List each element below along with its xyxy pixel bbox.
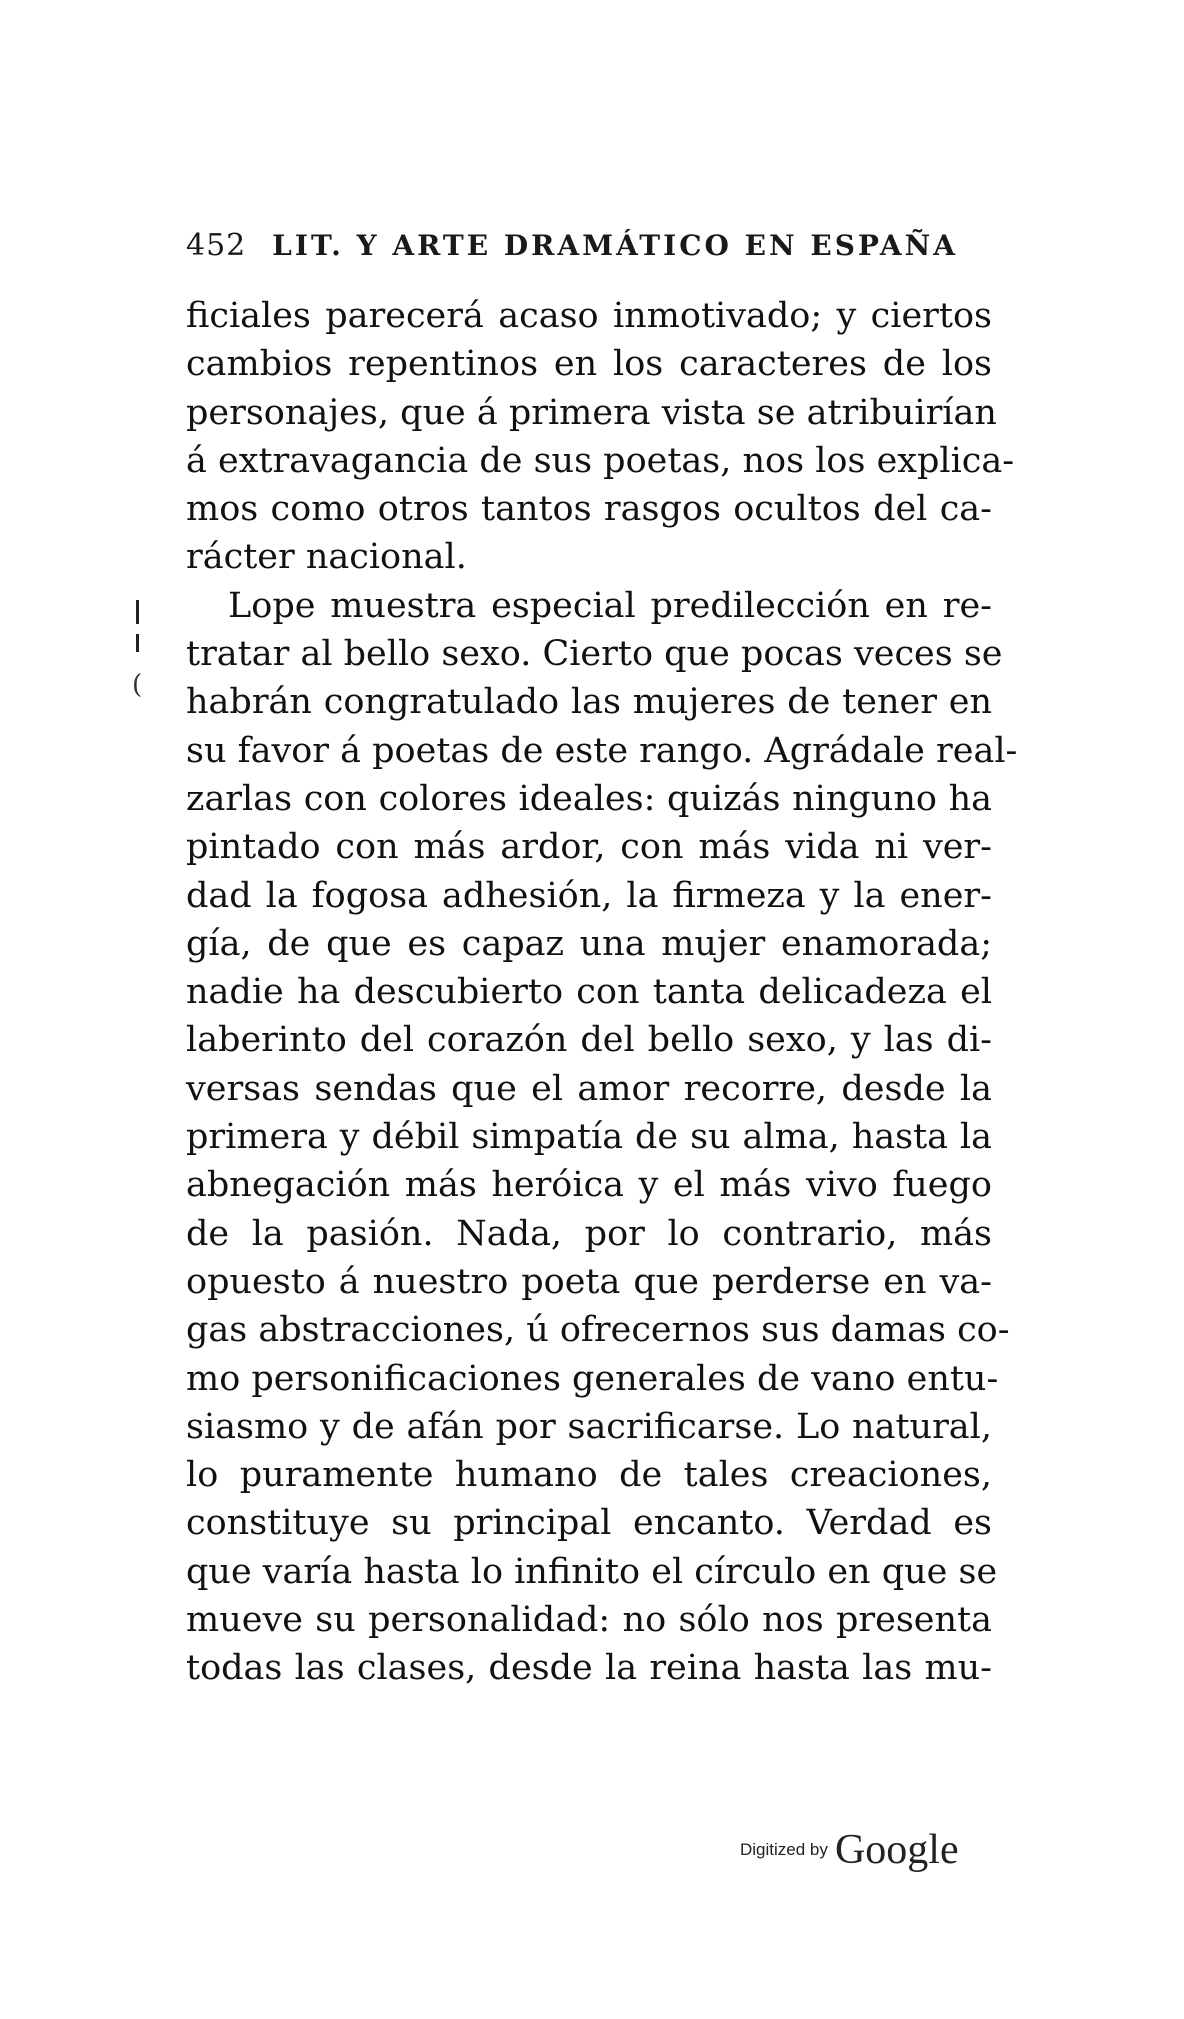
text-line: á extravagancia de sus poetas, nos los explica- xyxy=(186,440,1015,481)
text-line: mueve su personalidad: no sólo nos presenta xyxy=(186,1600,992,1641)
running-head xyxy=(186,228,1006,263)
text-line: todas las clases, desde la reina hasta las mu- xyxy=(186,1648,992,1689)
text-line: nadie ha descubierto con tanta delicadeza el xyxy=(186,972,992,1013)
text-line: opuesto á nuestro poeta que perderse en va- xyxy=(186,1261,992,1302)
margin-bar-mark xyxy=(136,600,139,624)
text-line: tratar al bello sexo. Cierto que pocas veces se xyxy=(186,634,1003,675)
text-line: su favor á poetas de este rango. Agrádale real- xyxy=(186,730,1018,771)
google-logo: Google xyxy=(834,1827,959,1873)
text-line: cambios repentinos en los caracteres de los xyxy=(186,344,992,385)
running-title: LIT. Y ARTE DRAMÁTICO EN ESPAÑA xyxy=(272,229,958,262)
text-line: siasmo y de afán por sacrificarse. Lo natural, xyxy=(186,1406,992,1447)
margin-marks xyxy=(130,598,148,708)
body-text xyxy=(186,292,1018,1693)
text-line: habrán congratulado las mujeres de tener en xyxy=(186,682,992,723)
text-line: que varía hasta lo infinito el círculo en que se xyxy=(186,1551,998,1592)
text-line: dad la fogosa adhesión, la firmeza y la ener- xyxy=(186,875,992,916)
text-line: ficiales parecerá acaso inmotivado; y ciertos xyxy=(186,296,992,336)
text-line: constituye su principal encanto. Verdad es xyxy=(186,1503,992,1544)
text-line: mos como otros tantos rasgos ocultos del ca- xyxy=(186,489,992,530)
digitized-prefix: Digitized by xyxy=(740,1840,828,1859)
text-line: de la pasión. Nada, por lo contrario, más xyxy=(186,1213,992,1254)
text-line: primera y débil simpatía de su alma, hasta la xyxy=(186,1117,992,1158)
text-line: abnegación más heróica y el más vivo fuego xyxy=(186,1165,992,1206)
margin-bar-mark xyxy=(136,634,139,652)
text-line: mo personificaciones generales de vano entu- xyxy=(186,1358,999,1399)
text-line: Lope muestra especial predilección en re- xyxy=(228,585,992,626)
text-line: zarlas con colores ideales: quizás ninguno ha xyxy=(186,778,992,819)
text-line: lo puramente humano de tales creaciones, xyxy=(186,1455,992,1496)
text-line: personajes, que á primera vista se atribuirían xyxy=(186,392,997,433)
text-line: laberinto del corazón del bello sexo, y las di- xyxy=(186,1020,992,1061)
text-line: versas sendas que el amor recorre, desde la xyxy=(186,1068,992,1109)
text-line: rácter nacional. xyxy=(186,537,467,578)
text-line: pintado con más ardor, con más vida ni ver- xyxy=(186,827,992,868)
digitized-watermark xyxy=(740,1826,959,1874)
margin-bracket-mark: ( xyxy=(132,670,143,700)
page-number: 452 xyxy=(186,228,247,263)
text-line: gía, de que es capaz una mujer enamorada; xyxy=(186,923,992,964)
text-line: gas abstracciones, ú ofrecernos sus damas co- xyxy=(186,1310,1010,1351)
